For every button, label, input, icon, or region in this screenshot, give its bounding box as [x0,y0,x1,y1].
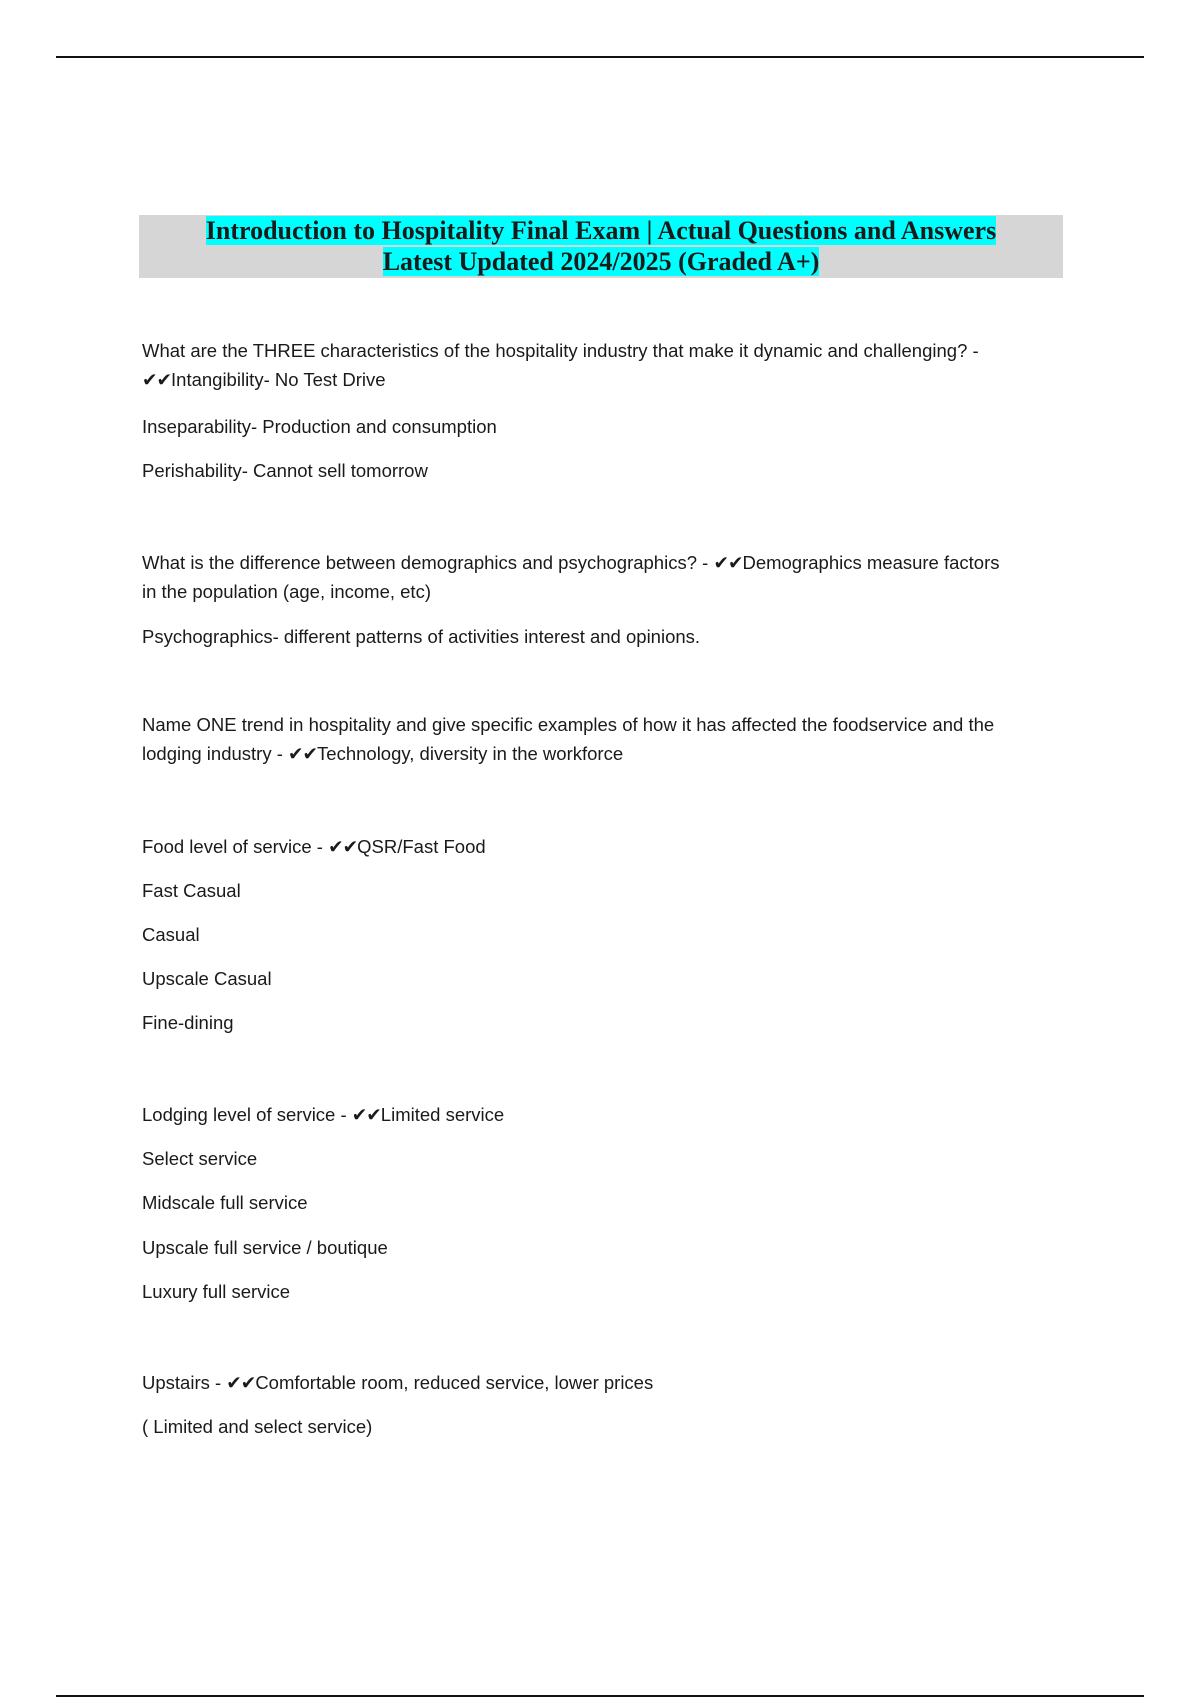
answer-first: ✔✔Intangibility- No Test Drive [142,369,386,390]
question-text: Upstairs - ✔✔Comfortable room, reduced service, lower prices [142,1372,654,1393]
bottom-rule [56,1695,1144,1697]
answer-line: Perishability- Cannot sell tomorrow [142,460,428,481]
answer-line: Fast Casual [142,880,241,901]
qa-block-2 [142,548,1072,606]
answer-line: Midscale full service [142,1192,308,1213]
checkmark-icon: ✔✔ [288,743,318,764]
question-continuation: lodging industry - ✔✔Technology, diversity in the workforce [142,743,624,764]
answer-line: Casual [142,924,200,945]
qa-block-5 [142,1100,1072,1129]
answer-line: Upscale full service / boutique [142,1237,388,1258]
answer-line: Inseparability- Production and consumption [142,416,497,437]
question-text: Lodging level of service - ✔✔Limited service [142,1104,505,1125]
title-line-2: Latest Updated 2024/2025 (Graded A+) [382,247,820,276]
document-title [139,215,1063,278]
answer-line: Fine-dining [142,1012,234,1033]
checkmark-icon: ✔✔ [226,1372,256,1393]
question-text: What are the THREE characteristics of the hospitality industry that make it dynamic and challenging? - [142,340,979,361]
qa-block-6 [142,1368,1072,1397]
checkmark-icon: ✔✔ [328,836,358,857]
checkmark-icon: ✔✔ [713,552,743,573]
title-line-1: Introduction to Hospitality Final Exam | Actual Questions and Answers [205,216,997,245]
checkmark-icon: ✔✔ [142,369,172,390]
answer-line: ( Limited and select service) [142,1416,373,1437]
question-text: Name ONE trend in hospitality and give specific examples of how it has affected the foodservice and the [142,714,995,735]
answer-line: Luxury full service [142,1281,291,1302]
answer-line: Upscale Casual [142,968,272,989]
question-text: Food level of service - ✔✔QSR/Fast Food [142,836,486,857]
answer-continuation: in the population (age, income, etc) [142,581,431,602]
qa-block-3 [142,710,1072,768]
qa-block-4 [142,832,1072,861]
checkmark-icon: ✔✔ [351,1104,381,1125]
qa-block-1 [142,336,1072,394]
answer-line: Psychographics- different patterns of activities interest and opinions. [142,626,701,647]
answer-line: Select service [142,1148,258,1169]
top-rule [56,56,1144,58]
question-text: What is the difference between demographics and psychographics? - ✔✔Demographics measure factors [142,552,1000,573]
